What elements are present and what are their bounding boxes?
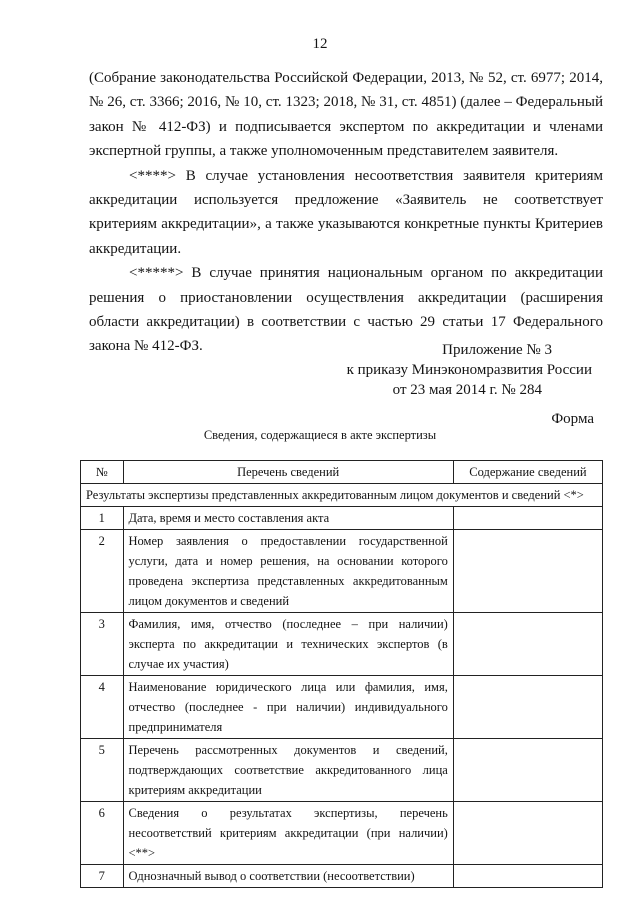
row-content-cell (453, 865, 602, 888)
form-label: Форма (551, 411, 594, 427)
row-text: Дата, время и место составления акта (123, 507, 453, 530)
paragraph-continuation: (Собрание законодательства Российской Федерации, 2013, № 52, ст. 6977; 2014, № 26, ст. 3366; 2016, № 10, ст. 1323; 2018, № 31, ст. 4851) (далее – Федеральный закон № 412-ФЗ) и подписывается экспертом по аккредитации и членами экспертной группы, а также уполномоченным представителем заявителя. (89, 70, 603, 160)
row-content-cell (453, 530, 602, 613)
row-number: 5 (81, 739, 124, 802)
row-text: Однозначный вывод о соответствии (несоответствии) (123, 865, 453, 888)
header-content: Содержание сведений (453, 461, 602, 484)
table-section-row (81, 484, 603, 507)
table-row (81, 507, 603, 530)
row-number: 2 (81, 530, 124, 613)
appendix-order: к приказу Минэкономразвития России (346, 362, 592, 378)
row-number: 1 (81, 507, 124, 530)
row-text: Перечень рассмотренных документов и сведений, подтверждающих соответствие аккредитованного лица критериям аккредитации (123, 739, 453, 802)
row-content-cell (453, 507, 602, 530)
row-number: 4 (81, 676, 124, 739)
row-content-cell (453, 739, 602, 802)
row-text: Фамилия, имя, отчество (последнее – при наличии) эксперта по аккредитации и технических экспертов (в случае их участия) (123, 613, 453, 676)
row-number: 3 (81, 613, 124, 676)
table-row (81, 676, 603, 739)
appendix-title: Приложение № 3 (442, 342, 552, 358)
footnote-paragraph-4: <****> В случае установления несоответствия заявителя критериям аккредитации используется предложение «Заявитель не соответствует критериям аккредитации», а также указываются конкретные пункты Критериев аккредитации. (89, 167, 603, 257)
section-title: Результаты экспертизы представленных аккредитованным лицом документов и сведений <*> (81, 484, 603, 507)
table-row (81, 613, 603, 676)
row-content-cell (453, 613, 602, 676)
info-table (80, 460, 603, 888)
table-header-row (81, 461, 603, 484)
header-list: Перечень сведений (123, 461, 453, 484)
header-number: № (81, 461, 124, 484)
table-row (81, 530, 603, 613)
table-row (81, 739, 603, 802)
table-row (81, 802, 603, 865)
document-title: Сведения, содержащиеся в акте экспертизы (203, 428, 437, 442)
row-number: 7 (81, 865, 124, 888)
body-text (89, 66, 603, 359)
footnote-paragraph-5: <*****> В случае принятия национальным органом по аккредитации решения о приостановлении осуществления аккредитации (расширения области аккредитации) в соответствии с частью 29 статьи 17 Федерального закона № 412-ФЗ. (89, 265, 603, 355)
row-text: Сведения о результатах экспертизы, перечень несоответствий критериям аккредитации (при наличии) <**> (123, 802, 453, 865)
appendix-date: от 23 мая 2014 г. № 284 (392, 382, 542, 398)
appendix-reference (330, 340, 592, 400)
page-number: 12 (312, 36, 328, 52)
table-row (81, 865, 603, 888)
row-text: Номер заявления о предоставлении государственной услуги, дата и номер решения, на основании которого проведена экспертиза представленных аккредитованным лицом документов и сведений (123, 530, 453, 613)
row-content-cell (453, 802, 602, 865)
row-number: 6 (81, 802, 124, 865)
row-text: Наименование юридического лица или фамилия, имя, отчество (последнее - при наличии) индивидуального предпринимателя (123, 676, 453, 739)
row-content-cell (453, 676, 602, 739)
